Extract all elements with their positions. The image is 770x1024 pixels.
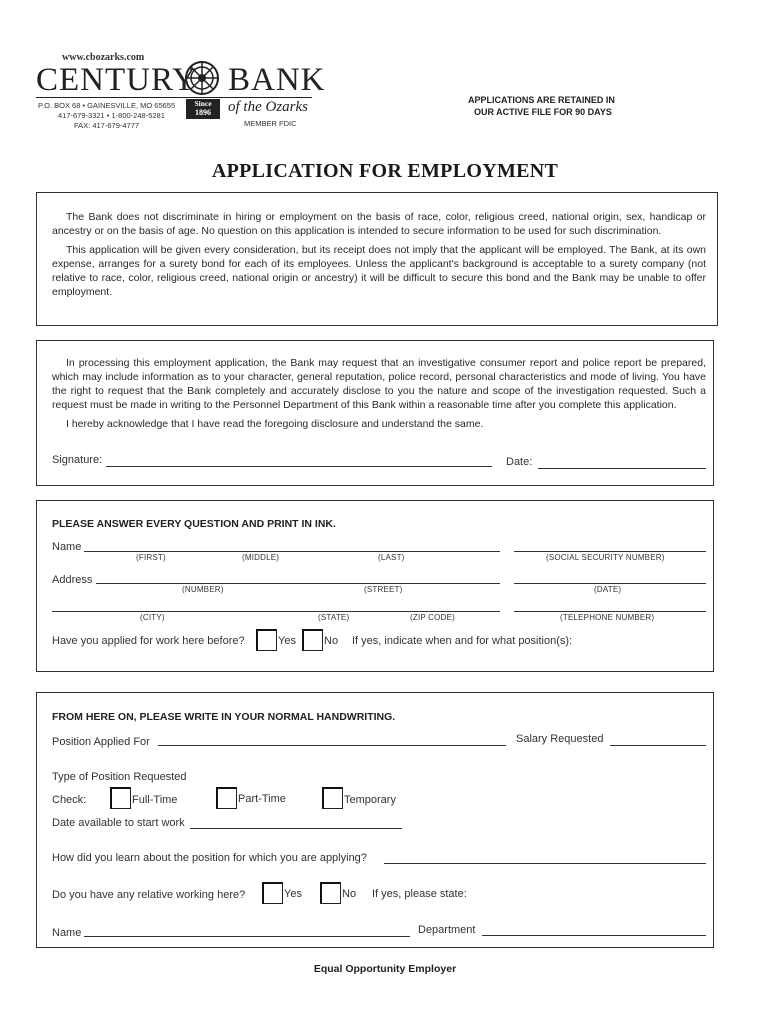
- salary-requested-field[interactable]: [610, 745, 706, 746]
- address-label: Address: [52, 574, 93, 586]
- how-learned-question: How did you learn about the position for which you are applying?: [52, 852, 367, 864]
- date-available-label: Date available to start work: [52, 817, 185, 829]
- date-caption: (DATE): [594, 585, 622, 594]
- relative-followup-text: If yes, please state:: [372, 888, 467, 900]
- first-caption: (FIRST): [136, 553, 166, 562]
- relative-name-label: Name: [52, 927, 82, 939]
- salary-requested-label: Salary Requested: [516, 733, 604, 745]
- department-field[interactable]: [482, 935, 706, 936]
- website-url: www.cbozarks.com: [62, 52, 145, 63]
- telephone-caption: (TELEPHONE NUMBER): [560, 613, 655, 622]
- city-caption: (CITY): [140, 613, 165, 622]
- state-caption: (STATE): [318, 613, 350, 622]
- part-time-label: Part-Time: [238, 793, 286, 805]
- relative-no-label: No: [342, 888, 357, 900]
- full-time-checkbox[interactable]: [110, 787, 131, 809]
- signature-field[interactable]: [106, 466, 492, 467]
- name-label: Name: [52, 541, 82, 553]
- position-type-label: Type of Position Requested: [52, 771, 187, 783]
- applicant-info-heading: PLEASE ANSWER EVERY QUESTION AND PRINT IN INK.: [52, 518, 336, 530]
- applied-followup-text: If yes, indicate when and for what position(s):: [352, 635, 573, 647]
- member-fdic: MEMBER FDIC: [244, 119, 297, 128]
- bank-name-century: CENTURY: [36, 62, 198, 98]
- fax-line: FAX: 417-679-4777: [74, 121, 140, 130]
- number-caption: (NUMBER): [182, 585, 224, 594]
- since-badge: [186, 99, 220, 119]
- applied-yes-label: Yes: [278, 635, 296, 647]
- acknowledge-text: I hereby acknowledge that I have read the foregoing disclosure and understand the same.: [66, 418, 484, 430]
- header-rule: [36, 97, 312, 98]
- page-title: APPLICATION FOR EMPLOYMENT: [211, 160, 559, 182]
- position-applied-label: Position Applied For: [52, 736, 150, 748]
- disclosure-text: [52, 356, 706, 436]
- position-heading: FROM HERE ON, PLEASE WRITE IN YOUR NORMAL HANDWRITING.: [52, 711, 396, 723]
- date-available-field[interactable]: [190, 828, 402, 829]
- signature-label: Signature:: [52, 454, 103, 466]
- street-address-field[interactable]: [96, 583, 500, 584]
- nondiscrimination-paragraph: The Bank does not discriminate in hiring or employment on the basis of race, color, religious creed, national origin, sex, handicap or ancestry or on the basis of age. No question on this application is intended to secure information to be used for such discrimination.: [52, 211, 706, 237]
- applied-before-question: Have you applied for work here before?: [52, 635, 245, 647]
- temporary-checkbox[interactable]: [322, 787, 343, 809]
- since-year: 1896: [195, 108, 211, 117]
- signature-date-field[interactable]: [538, 468, 706, 469]
- telephone-field[interactable]: [514, 611, 706, 612]
- street-caption: (STREET): [364, 585, 403, 594]
- part-time-checkbox[interactable]: [216, 787, 237, 809]
- bank-subtitle: of the Ozarks: [228, 99, 308, 115]
- temporary-label: Temporary: [344, 794, 396, 806]
- full-name-field[interactable]: [84, 551, 500, 552]
- since-label: Since: [194, 99, 212, 108]
- consumer-report-paragraph: In processing this employment application, the Bank may request that an investigative consumer report and police report be prepared, which may include information as to your character, general reputation, police record, personal characteristics and mode of living. You have the right to request that the Bank completely and accurately disclose to you the nature and scope of the investigation requested. Such a request must be made in writing to the Personnel Department of this Bank within a reasonable time after you complete this application.: [52, 357, 706, 411]
- nondiscrimination-text: [52, 210, 706, 304]
- department-label: Department: [418, 924, 476, 936]
- last-caption: (LAST): [378, 553, 405, 562]
- relative-yes-label: Yes: [284, 888, 302, 900]
- middle-caption: (MIDDLE): [242, 553, 280, 562]
- retention-notice-line1: APPLICATIONS ARE RETAINED IN: [468, 95, 615, 105]
- relative-no-checkbox[interactable]: [320, 882, 341, 904]
- how-learned-field[interactable]: [384, 863, 706, 864]
- phone-line: 417-679-3321 • 1-800-248-5281: [58, 111, 165, 120]
- city-state-zip-field[interactable]: [52, 611, 500, 612]
- equal-opportunity-footer: Equal Opportunity Employer: [313, 963, 457, 975]
- address-date-field[interactable]: [514, 583, 706, 584]
- applied-no-label: No: [324, 635, 339, 647]
- ssn-caption: (SOCIAL SECURITY NUMBER): [546, 553, 665, 562]
- bank-name-bank: BANK: [228, 62, 326, 98]
- address-line: P.O. BOX 68 • GAINESVILLE, MO 65655: [38, 101, 176, 110]
- full-time-label: Full-Time: [132, 794, 178, 806]
- zip-caption: (ZIP CODE): [410, 613, 455, 622]
- retention-notice-line2: OUR ACTIVE FILE FOR 90 DAYS: [474, 107, 612, 117]
- date-label: Date:: [506, 456, 533, 468]
- applied-no-checkbox[interactable]: [302, 629, 323, 651]
- ssn-field[interactable]: [514, 551, 706, 552]
- relative-yes-checkbox[interactable]: [262, 882, 283, 904]
- relative-name-field[interactable]: [84, 936, 410, 937]
- surety-paragraph: This application will be given every consideration, but its receipt does not imply that the applicant will be employed. The Bank, at its own expense, arranges for a surety bond for each of its employees. Unless the applicant's background is acceptable to a surety company (not relative to race, color, religious creed, national origin or ancestry) it will be difficult to secure this bond and the Bank may be unable to offer employment.: [52, 244, 706, 298]
- applied-yes-checkbox[interactable]: [256, 629, 277, 651]
- position-applied-field[interactable]: [158, 745, 506, 746]
- relative-question: Do you have any relative working here?: [52, 889, 246, 901]
- check-label: Check:: [52, 794, 87, 806]
- mill-wheel-logo: [182, 60, 222, 98]
